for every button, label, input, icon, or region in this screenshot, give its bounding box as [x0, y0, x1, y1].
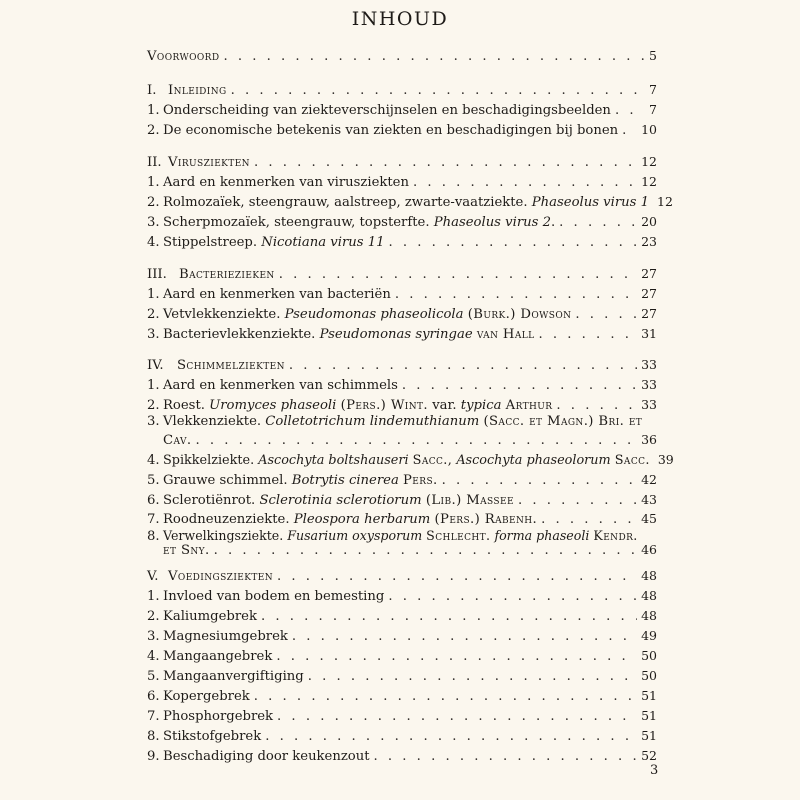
- toc-entry[interactable]: 6. Kopergebrek . . . 51: [147, 686, 657, 706]
- toc-entry[interactable]: 2. Rolmozaïek, steengrauw, aalstreep, zwarte-vaatziekte. Phaseolus virus 1 12: [147, 194, 673, 210]
- toc-entry[interactable]: 4. Mangaangebrek . . . 50: [147, 646, 657, 666]
- toc-entry[interactable]: 1. Aard en kenmerken van schimmels . . . 33: [147, 375, 657, 395]
- toc-entry[interactable]: 8. Stikstofgebrek . . . 51: [147, 726, 657, 746]
- toc-section-bacteriezieken[interactable]: III. Bacteriezieken . . . 27: [147, 264, 657, 284]
- toc-entry[interactable]: 1. Invloed van bodem en bemesting . . . 48: [147, 586, 657, 606]
- toc-entry[interactable]: 9. Beschadiging door keukenzout . . . 52: [147, 746, 657, 766]
- toc-section-inleiding[interactable]: I. Inleiding . . . 7: [147, 80, 657, 100]
- toc-entry[interactable]: 7. Phosphorgebrek . . . 51: [147, 706, 657, 726]
- page-number: 3: [650, 763, 659, 778]
- toc-entry[interactable]: 2. De economische betekenis van ziekten en beschadigingen bij bonen . . . 10: [147, 120, 657, 140]
- toc-entry[interactable]: 6. Sclerotiënrot. Sclerotinia sclerotiorum (Lib.) Massee . . . 43: [147, 490, 657, 510]
- toc-entry[interactable]: 4. Spikkelziekte. Ascochyta boltshauseri Sacc., Ascochyta phaseolorum Sacc. 39: [147, 452, 674, 468]
- toc-section-schimmelziekten[interactable]: IV. Schimmelziekten . . . 33: [147, 355, 657, 375]
- toc-entry[interactable]: 7. Roodneuzenziekte. Pleospora herbarum (Pers.) Rabenh. . . . 45: [147, 509, 657, 529]
- toc-entry[interactable]: 3. Bacterievlekkenziekte. Pseudomonas syringae van Hall . . . 31: [147, 324, 657, 344]
- toc-entry[interactable]: 2. Kaliumgebrek . . . 48: [147, 606, 657, 626]
- toc-entry[interactable]: 5. Mangaanvergiftiging . . . 50: [147, 666, 657, 686]
- toc-section-voedingsziekten[interactable]: V. Voedingsziekten . . . 48: [147, 566, 657, 586]
- toc-entry-continuation[interactable]: Cav. . . . 36: [147, 430, 657, 450]
- page-title: INHOUD: [351, 8, 449, 30]
- toc-entry[interactable]: 2. Vetvlekkenziekte. Pseudomonas phaseolicola (Burk.) Dowson . . . 27: [147, 304, 657, 324]
- toc-entry[interactable]: 3. Vlekkenziekte. Colletotrichum lindemuthianum (Sacc. et Magn.) Bri. et: [147, 414, 643, 429]
- toc-entry-continuation[interactable]: et Sny. . . . 46: [147, 540, 657, 560]
- toc-section-virusziekten[interactable]: II. Virusziekten . . . 12: [147, 152, 657, 172]
- toc-entry[interactable]: 1. Aard en kenmerken van virusziekten . . . 12: [147, 172, 657, 192]
- toc-entry[interactable]: 2. Roest. Uromyces phaseoli (Pers.) Wint. var. typica Arthur . . . 33: [147, 395, 657, 415]
- toc-entry-voorwoord[interactable]: Voorwoord . . . 5: [147, 46, 657, 66]
- toc-entry[interactable]: 8. Verwelkingsziekte. Fusarium oxysporum Schlecht. forma phaseoli Kendr.: [147, 528, 638, 544]
- toc-entry[interactable]: 3. Magnesiumgebrek . . . 49: [147, 626, 657, 646]
- toc-entry[interactable]: 5. Grauwe schimmel. Botrytis cinerea Pers. . . . 42: [147, 470, 657, 490]
- toc-entry[interactable]: 3. Scherpmozaïek, steengrauw, topsterfte. Phaseolus virus 2. . . . 20: [147, 212, 657, 232]
- toc-entry[interactable]: 4. Stippelstreep. Nicotiana virus 11 . . . 23: [147, 232, 657, 252]
- toc-entry[interactable]: 1. Aard en kenmerken van bacteriën . . . 27: [147, 284, 657, 304]
- toc-entry[interactable]: 1. Onderscheiding van ziekteverschijnselen en beschadigingsbeelden . . . 7: [147, 100, 657, 120]
